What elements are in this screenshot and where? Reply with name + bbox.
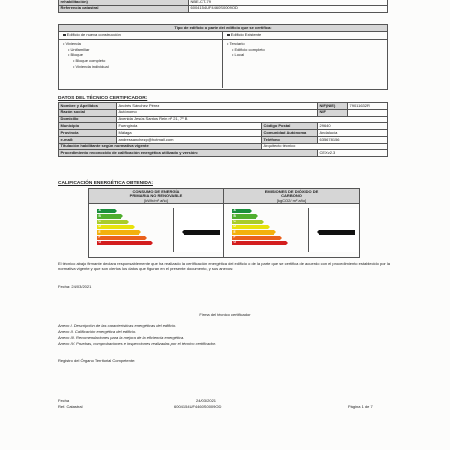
residential-option-label: Vivienda <box>65 40 81 46</box>
bullet-icon: • <box>68 46 71 52</box>
emissions-scale-panel <box>224 204 359 258</box>
cadastral-ref-label: Referencia catastral <box>59 5 189 12</box>
rating-section-title: CALIFICACIÓN ENERGÉTICA OBTENIDA: <box>58 181 153 186</box>
emissions-header-unit: [kgCO2/ m² año] <box>276 197 307 203</box>
emissions-scale-bar-a: A <box>232 209 250 213</box>
tertiary-option-label: Local <box>234 52 245 58</box>
new-building-label: Edificio de nueva construcción <box>66 32 121 38</box>
address-label: Domicilio <box>59 116 117 123</box>
annex-number: Anexo IV. <box>58 340 77 346</box>
consumption-scale-bar-f: F <box>97 236 145 240</box>
name-value: Andrés Sánchez Pérez <box>117 103 318 110</box>
email-label: e-mail: <box>59 136 117 143</box>
rating-box <box>88 188 360 258</box>
consumption-scale-row <box>97 214 151 219</box>
footer-ref-label: Ref. Catastral <box>58 404 83 409</box>
consumption-scale-bar-b: B <box>97 214 121 218</box>
declaration-date: Fecha: 24/03/2021 <box>58 284 92 289</box>
consumption-scale-row <box>97 220 151 225</box>
table-row <box>59 130 388 137</box>
table-row <box>59 103 388 110</box>
annex-item <box>58 330 388 335</box>
region-label: Comunidad Autónoma <box>262 130 318 137</box>
province-label: Provincia <box>59 130 117 137</box>
consumption-scale-bar-e: E <box>97 230 139 234</box>
procedure-label: Procedimiento reconocido de calificación energética utilizado y versión: <box>59 150 318 157</box>
emissions-scale-row <box>232 214 286 219</box>
registry-label: Registro del Órgano Territorial Competente: <box>58 358 136 363</box>
tertiary-option-label: Edificio completo <box>234 46 265 52</box>
residential-option[interactable] <box>63 48 218 53</box>
bullet-icon: • <box>232 46 235 52</box>
declaration-text: El técnico abajo firmante declara responsablemente que ha realizado la certificación energética del edificio o de la parte que se certifica de acuerdo con el procedimiento establecido por la normativa vigente y que son ciertos los datos que figuran en el presente documento, y sus anexos: <box>58 261 390 271</box>
emissions-rating-pointer <box>319 230 355 235</box>
footer-page-number: Página 1 de 7 <box>348 404 373 409</box>
emissions-header <box>224 189 359 203</box>
row-value: NBE-CT-79 <box>189 0 388 5</box>
name-label: Nombre y Apellidos <box>59 103 117 110</box>
emissions-header-line2: CARBONO <box>281 193 302 199</box>
nif-value: 79011632R <box>348 103 388 110</box>
cadastral-ref-value: 6004154UF4460S0009OD <box>189 5 388 12</box>
consumption-scale-row <box>97 209 151 214</box>
consumption-scale-row <box>97 225 151 230</box>
consumption-header-line2: PRIMARIA NO RENOVABLE <box>129 193 183 199</box>
annex-number: Anexo III. <box>58 334 77 340</box>
table-row <box>59 150 388 157</box>
emissions-scale-row <box>232 241 286 246</box>
residential-options <box>59 40 223 88</box>
consumption-header-unit: [kWh/m² año] <box>144 197 168 203</box>
tertiary-option[interactable] <box>227 48 383 53</box>
table-row <box>59 5 388 12</box>
phone-value: 635678156 <box>318 136 388 143</box>
bullet-icon: • <box>227 40 230 46</box>
consumption-header-line1: CONSUMO DE ENERGÍA <box>132 188 180 194</box>
annex-item <box>58 336 388 341</box>
region-value: Andalucía <box>318 130 388 137</box>
signature-title: Firma del técnico certificador <box>199 312 251 317</box>
city-value: Fuengirola <box>117 123 262 130</box>
technician-section-title: DATOS DEL TÉCNICO CERTIFICADOR: <box>58 96 148 101</box>
footer-date-label: Fecha <box>58 398 70 403</box>
bullet-icon: • <box>73 58 76 64</box>
degree-label: Titulación habilitante según normativa vigente <box>59 143 262 150</box>
nif2-label: NIF <box>318 109 348 116</box>
bullet-icon: • <box>232 52 235 58</box>
residential-option-label: Bloque completo <box>75 58 106 64</box>
emissions-scale-bar-b: B <box>232 214 256 218</box>
annex-description: Recomendaciones para la mejora de la eficiencia energética. <box>76 334 185 340</box>
annex-number: Anexo I. <box>58 323 74 328</box>
company-value: Autónomo <box>117 109 318 116</box>
emissions-scale-row <box>232 235 286 240</box>
emissions-header-line1: EMISIONES DE DIÓXIDO DE <box>264 188 319 194</box>
city-label: Municipio <box>59 123 117 130</box>
province-value: Málaga <box>117 130 262 137</box>
procedure-value: CEXv2.3 <box>318 150 388 157</box>
emissions-scale-bar-d: D <box>232 225 268 229</box>
bullet-icon: • <box>73 63 76 69</box>
degree-value: Arquitecto técnico <box>262 143 388 150</box>
consumption-scale-bar-a: A <box>97 209 115 213</box>
phone-label: Teléfono <box>262 136 318 143</box>
new-building-checkbox[interactable] <box>63 34 66 37</box>
postal-label: Código Postal <box>262 123 318 130</box>
existing-building-label: Edificio Existente <box>230 32 262 38</box>
nif2-value <box>348 109 388 116</box>
building-type-box <box>58 24 388 90</box>
row-label: rehabilitación) <box>59 0 189 5</box>
emissions-scale-row <box>232 220 286 225</box>
footer-ref-value: 6004154UF4460S0009OD <box>174 404 222 409</box>
emissions-scale-bar-e: E <box>232 230 274 234</box>
nif-label: NIF(NIE) <box>318 103 348 110</box>
consumption-scale-bar-g: G <box>97 241 151 245</box>
residential-option-label: Unifamiliar <box>70 46 90 52</box>
emissions-scale-bar-g: G <box>232 241 286 245</box>
annex-item <box>58 342 388 347</box>
consumption-value-box <box>173 208 223 252</box>
bullet-icon: • <box>63 40 66 46</box>
emissions-scale-row <box>232 230 286 235</box>
emissions-value-box <box>308 208 358 252</box>
annex-description: Pruebas, comprobaciones e inspecciones realizadas por el técnico certificador. <box>76 340 217 346</box>
table-row <box>59 143 388 150</box>
technician-table <box>58 102 388 157</box>
postal-value: 29640 <box>318 123 388 130</box>
email-value: andressanchezp@hotmail.com <box>117 136 262 143</box>
bullet-icon: • <box>68 52 71 58</box>
annex-item <box>58 324 388 329</box>
annex-number: Anexo II. <box>58 328 75 334</box>
top-data-table <box>58 0 388 13</box>
consumption-header <box>89 189 224 203</box>
consumption-scale-bar-c: C <box>97 220 127 224</box>
emissions-scale-row <box>232 209 286 214</box>
consumption-scale-panel <box>89 204 224 258</box>
tertiary-option-label: Terciario <box>229 40 245 46</box>
address-value: Avenida Jesús Santos Rein nº 21, 7º B <box>117 116 388 123</box>
consumption-scale-row <box>97 235 151 240</box>
existing-building-checkbox[interactable] <box>227 34 230 37</box>
emissions-scale-bar-c: C <box>232 220 262 224</box>
footer-date-value: 24/03/2021 <box>196 398 217 403</box>
emissions-scale <box>232 209 286 246</box>
table-row <box>59 136 388 143</box>
annex-description: Calificación energética del edificio. <box>74 328 137 334</box>
table-row <box>59 109 388 116</box>
emissions-scale-bar-f: F <box>232 236 280 240</box>
residential-option-label: Bloque <box>70 52 83 58</box>
residential-option[interactable] <box>63 65 218 70</box>
consumption-scale <box>97 209 151 246</box>
annex-description: Descripción de las características energéticas del edificio. <box>73 323 177 328</box>
emissions-scale-row <box>232 225 286 230</box>
annex-list <box>58 324 388 348</box>
consumption-scale-bar-d: D <box>97 225 133 229</box>
consumption-scale-row <box>97 241 151 246</box>
table-row <box>59 123 388 130</box>
consumption-rating-pointer <box>184 230 220 235</box>
table-row <box>59 116 388 123</box>
residential-option-label: Vivienda individual <box>75 63 109 69</box>
tertiary-option[interactable] <box>227 53 383 58</box>
company-label: Razón social <box>59 109 117 116</box>
tertiary-options <box>223 40 387 88</box>
consumption-scale-row <box>97 230 151 235</box>
building-type-header: Tipo de edificio o parte del edificio que se certifica: <box>59 25 387 32</box>
